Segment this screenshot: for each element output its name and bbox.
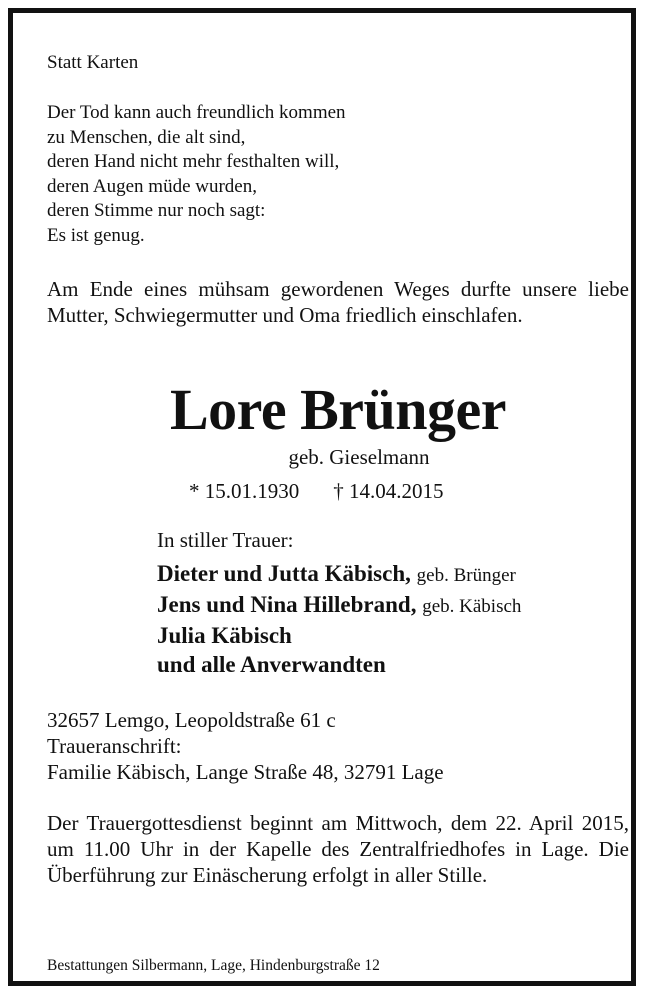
poem-line: zu Menschen, die alt sind, <box>47 126 246 148</box>
poem-line: Der Tod kann auch freundlich kommen <box>47 102 346 123</box>
mourner-names: Julia Käbisch <box>157 623 292 648</box>
mourner-names: Dieter und Jutta Käbisch, <box>157 561 411 586</box>
notice-frame <box>8 8 636 986</box>
mourner-note: geb. Käbisch <box>422 596 522 617</box>
undertaker-line: Bestattungen Silbermann, Lage, Hindenburgstraße 12 <box>47 957 380 974</box>
deceased-name: Lore Brünger <box>169 377 507 442</box>
intro-paragraph: Am Ende eines mühsam gewordenen Weges durfte unsere liebe Mutter, Schwiegermutter und Oma friedlich einschlafen. <box>47 277 629 327</box>
statt-karten-label: Statt Karten <box>47 52 139 73</box>
maiden-name: geb. Gieselmann <box>288 445 430 469</box>
mourner-family <box>157 621 521 650</box>
poem-line: deren Hand nicht mehr festhalten will, <box>47 151 340 172</box>
poem-line: deren Stimme nur noch sagt: <box>47 200 266 221</box>
mourner-names: Jens und Nina Hillebrand, <box>157 592 417 617</box>
mourners-block <box>157 527 521 679</box>
mourners-lead: In stiller Trauer: <box>157 528 294 552</box>
mailing-address: Familie Käbisch, Lange Straße 48, 32791 Lage <box>47 760 444 784</box>
address-block <box>47 707 444 785</box>
poem-line: Es ist genug. <box>47 224 145 246</box>
birth-date: * 15.01.1930 <box>189 479 300 503</box>
mourner-family <box>157 590 521 621</box>
life-dates <box>189 479 444 504</box>
poem <box>47 101 346 248</box>
service-paragraph: Der Trauergottesdienst beginnt am Mittwoch, dem 22. April 2015, um 11.00 Uhr in der Kapelle des Zentralfriedhofes in Lage. Die Überführung zur Einäscherung erfolgt in aller Stille. <box>47 811 629 887</box>
home-address: 32657 Lemgo, Leopoldstraße 61 c <box>47 708 336 732</box>
death-date: † 14.04.2015 <box>333 479 444 503</box>
mailing-label: Traueranschrift: <box>47 734 182 758</box>
mourner-family <box>157 650 521 679</box>
poem-line: deren Augen müde wurden, <box>47 175 257 197</box>
mourner-note: geb. Brünger <box>416 565 516 586</box>
mourner-names: und alle Anverwandten <box>157 652 386 677</box>
mourner-family <box>157 559 521 590</box>
